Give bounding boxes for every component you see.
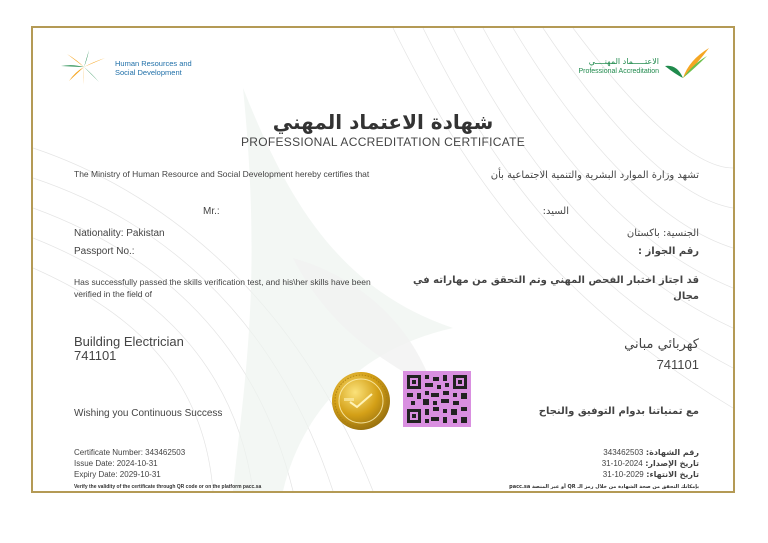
issue-date-english: Issue Date: 2024-10-31 [74, 459, 158, 468]
mr-label-arabic: السيد: [542, 206, 569, 217]
accreditation-logo-icon [663, 46, 711, 82]
accreditation-logo-ar: الاعتـــــماد المهنــــي [588, 57, 659, 66]
expiry-date-label-arabic: تاريخ الانتهاء: [646, 470, 699, 479]
profession-english [74, 335, 184, 363]
issue-date-label-arabic: تاريخ الإصدار: [645, 459, 699, 468]
statement-english: Has successfully passed the skills verification test, and his\her skills have been verified in the field of [74, 277, 371, 299]
hrsd-logo-line1: Human Resources and [115, 59, 192, 68]
verify-arabic: بإمكانك التحقق من صحة الشهادة من خلال رمز الـ QR أو عبر المنصة pacc.sa [509, 484, 699, 490]
wishes-arabic: مع تمنياتنا بدوام التوفيق والنجاح [538, 406, 699, 417]
passport-arabic: رقم الجواز : [638, 246, 699, 257]
expiry-date-arabic [503, 469, 699, 480]
details-english [74, 447, 185, 480]
certificate-number-arabic [503, 447, 699, 458]
hrsd-logo-line2: Social Development [115, 68, 182, 77]
gold-seal-icon [330, 370, 392, 432]
intro-arabic: تشهد وزارة الموارد البشرية والتنمية الاجتماعية بأن [490, 170, 699, 181]
nationality-arabic: الجنسية: باكستان [626, 228, 699, 239]
certificate-number-english: Certificate Number: 343462503 [74, 448, 186, 457]
accreditation-logo-text [553, 57, 659, 76]
profession-arabic [533, 335, 699, 375]
mr-label-english: Mr.: [203, 206, 220, 217]
qr-code-icon [403, 371, 471, 427]
hrsd-logo-text [115, 59, 192, 77]
profession-code-arabic: 741101 [656, 357, 699, 372]
hrsd-logo-icon [59, 48, 109, 86]
passport-english: Passport No.: [74, 246, 135, 257]
expiry-date-value: 2029-10-31 [602, 470, 644, 479]
nationality-english: Nationality: Pakistan [74, 228, 165, 239]
title-english: PROFESSIONAL ACCREDITATION CERTIFICATE [240, 135, 526, 149]
accreditation-logo-en: Professional Accreditation [578, 68, 659, 75]
profession-code-english: 741101 [74, 348, 117, 363]
verify-english: Verify the validity of the certificate through QR code or on the platform pacc.sa [74, 484, 262, 490]
details-arabic [503, 447, 699, 480]
profession-name-arabic: كهربائي مباني [624, 337, 699, 352]
profession-name-english: Building Electrician [74, 334, 184, 349]
certificate [31, 26, 735, 493]
certificate-number-value: 343462503 [603, 448, 644, 457]
statement-arabic: قد اجتاز اختبار الفحص المهني وتم التحقق من مهاراته في مجال [412, 275, 699, 302]
issue-date-arabic [503, 458, 699, 469]
title-arabic: شهادة الاعتماد المهني [272, 110, 494, 134]
expiry-date-english: Expiry Date: 2029-10-31 [74, 470, 161, 479]
wishes-english: Wishing you Continuous Success [74, 408, 223, 419]
intro-english: The Ministry of Human Resource and Social Development hereby certifies that [74, 169, 370, 179]
certificate-number-label-arabic: رقم الشهادة: [645, 448, 699, 457]
issue-date-value: 2024-10-31 [601, 459, 643, 468]
